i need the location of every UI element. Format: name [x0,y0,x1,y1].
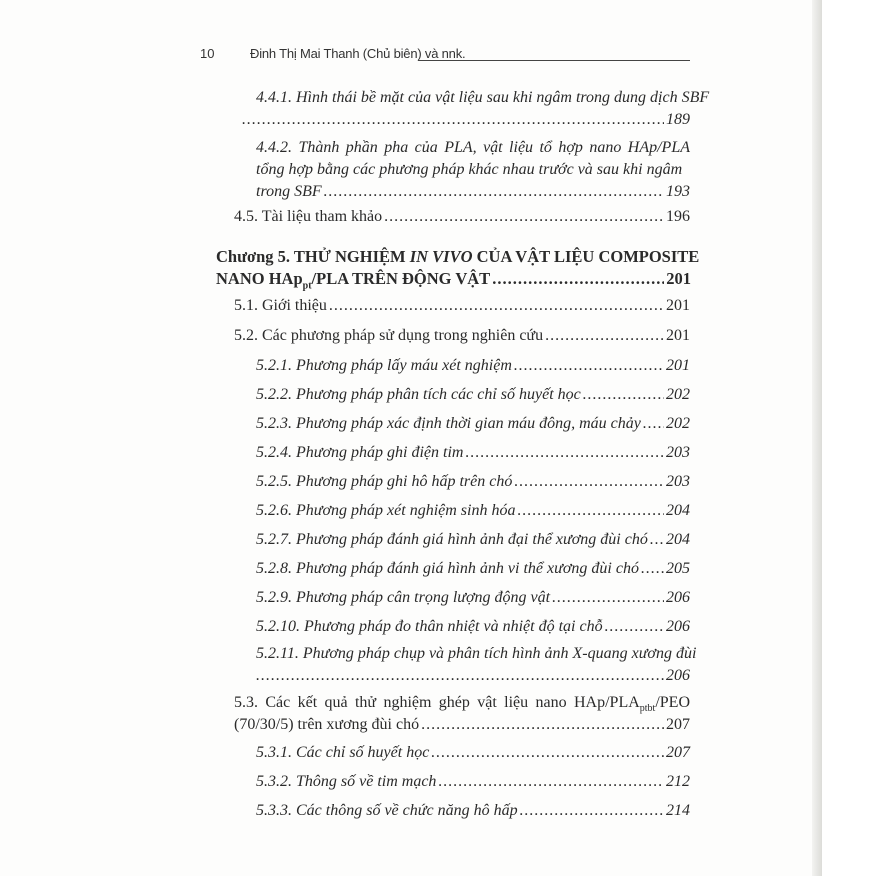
toc-title: 5.2.2. Phương pháp phân tích các chỉ số huyết học [256,386,581,403]
chapter-title-line2: NANO HAp$_{pt}$/PLA TRÊN ĐỘNG VẬT [216,269,491,292]
toc-page: 206 [666,618,690,635]
toc-title-line1: 4.4.2. Thành phần pha của PLA, vật liệu tổ hợp nano HAp/PLA [256,139,690,156]
toc-title: 5.2.8. Phương pháp đánh giá hình ảnh vi thể xương đùi chó [256,560,639,577]
toc-title: 5.2.10. Phương pháp đo thân nhiệt và nhiệt độ tại chỗ [256,618,603,635]
toc-page: 206 [666,589,690,606]
toc-chapter-5 [216,246,700,292]
toc-entry-5-3-2 [256,771,690,793]
toc-entry-5-1 [234,295,690,317]
page-number: 10 [200,46,215,61]
toc-page: 212 [666,773,690,790]
toc-entry-5-2-7 [256,529,690,551]
page-spine-shadow [812,0,822,876]
toc-title: 5.2. Các phương pháp sử dụng trong nghiên cứu [234,327,544,344]
toc-page: 201 [666,269,691,288]
toc-entry-5-2-3 [256,413,690,435]
toc-title: 5.2.5. Phương pháp ghi hô hấp trên chó [256,473,513,490]
toc-page: 196 [666,208,690,225]
toc-page: 206 [666,667,690,684]
toc-entry-5-3-1 [256,742,690,764]
toc-title-line3: trong SBF [256,183,322,200]
toc-title: 5.1. Giới thiệu [234,297,327,314]
toc-entry-5-2-6 [256,500,690,522]
toc-title-line1: 5.3. Các kết quả thử nghiệm ghép vật liệu nano HAp/$PLA_{ptbt}$/PEO [234,694,690,715]
chapter-title-line1: Chương 5. THỬ NGHIỆM IN VIVO CỦA VẬT LIỆU COMPOSITE [216,247,700,266]
toc-title: 5.3.2. Thông số về tim mạch [256,773,437,790]
toc-entry-4-4-1 [256,87,710,131]
toc-title: 5.2.3. Phương pháp xác định thời gian máu đông, máu chảy [256,415,641,432]
toc-page: 207 [666,716,690,733]
toc-page: 189 [666,111,690,128]
running-header [200,44,690,66]
toc-page: 201 [666,327,690,344]
background-edge [822,0,876,876]
toc-page: 204 [666,531,690,548]
toc-page: 207 [666,744,690,761]
toc-entry-5-2-10 [256,616,690,638]
toc-entry-5-3-3 [256,800,690,822]
toc-title: 5.2.6. Phương pháp xét nghiệm sinh hóa [256,502,516,519]
toc-page: 201 [666,297,690,314]
toc-page: 193 [666,183,690,200]
toc-page: 203 [666,444,690,461]
toc-entry-4-5 [234,206,690,228]
toc-title: 5.3.1. Các chỉ số huyết học [256,744,430,761]
toc-entry-5-2-4 [256,442,690,464]
running-author: Đinh Thị Mai Thanh (Chủ biên) và nnk. [250,46,466,61]
toc-entry-5-2 [234,325,690,347]
toc-title-line2: tổng hợp bằng các phương pháp khác nhau trước và sau khi ngâm [256,161,683,178]
toc-entry-5-2-1 [256,355,690,377]
toc-entry-4-4-2 [256,137,690,203]
toc-entry-5-2-5 [256,471,690,493]
toc-title: 5.2.4. Phương pháp ghi điện tim [256,444,464,461]
header-rule [418,60,690,61]
toc-entry-5-2-2 [256,384,690,406]
toc-title-line2: (70/30/5) trên xương đùi chó [234,716,420,733]
toc-title: 4.4.1. Hình thái bề mặt của vật liệu sau khi ngâm trong dung dịch SBF [256,89,710,106]
toc-entry-5-2-11 [256,643,697,687]
toc-page: 205 [666,560,690,577]
toc-page: 202 [666,386,690,403]
toc-title: 4.5. Tài liệu tham khảo [234,208,383,225]
toc-title: 5.2.9. Phương pháp cân trọng lượng động vật [256,589,551,606]
toc-entry-5-2-8 [256,558,690,580]
toc-title: 5.2.7. Phương pháp đánh giá hình ảnh đại thể xương đùi chó [256,531,648,548]
toc-page: 201 [666,357,690,374]
toc-title: 5.2.1. Phương pháp lấy máu xét nghiệm [256,357,512,374]
toc-page: 202 [666,415,690,432]
toc-page: 214 [666,802,690,819]
toc-title: 5.2.11. Phương pháp chụp và phân tích hình ảnh X-quang xương đùi [256,645,697,662]
toc-entry-5-2-9 [256,587,690,609]
toc-title: 5.3.3. Các thông số về chức năng hô hấp [256,802,518,819]
toc-page: 203 [666,473,690,490]
toc-page: 204 [666,502,690,519]
toc-entry-5-3 [234,692,690,736]
